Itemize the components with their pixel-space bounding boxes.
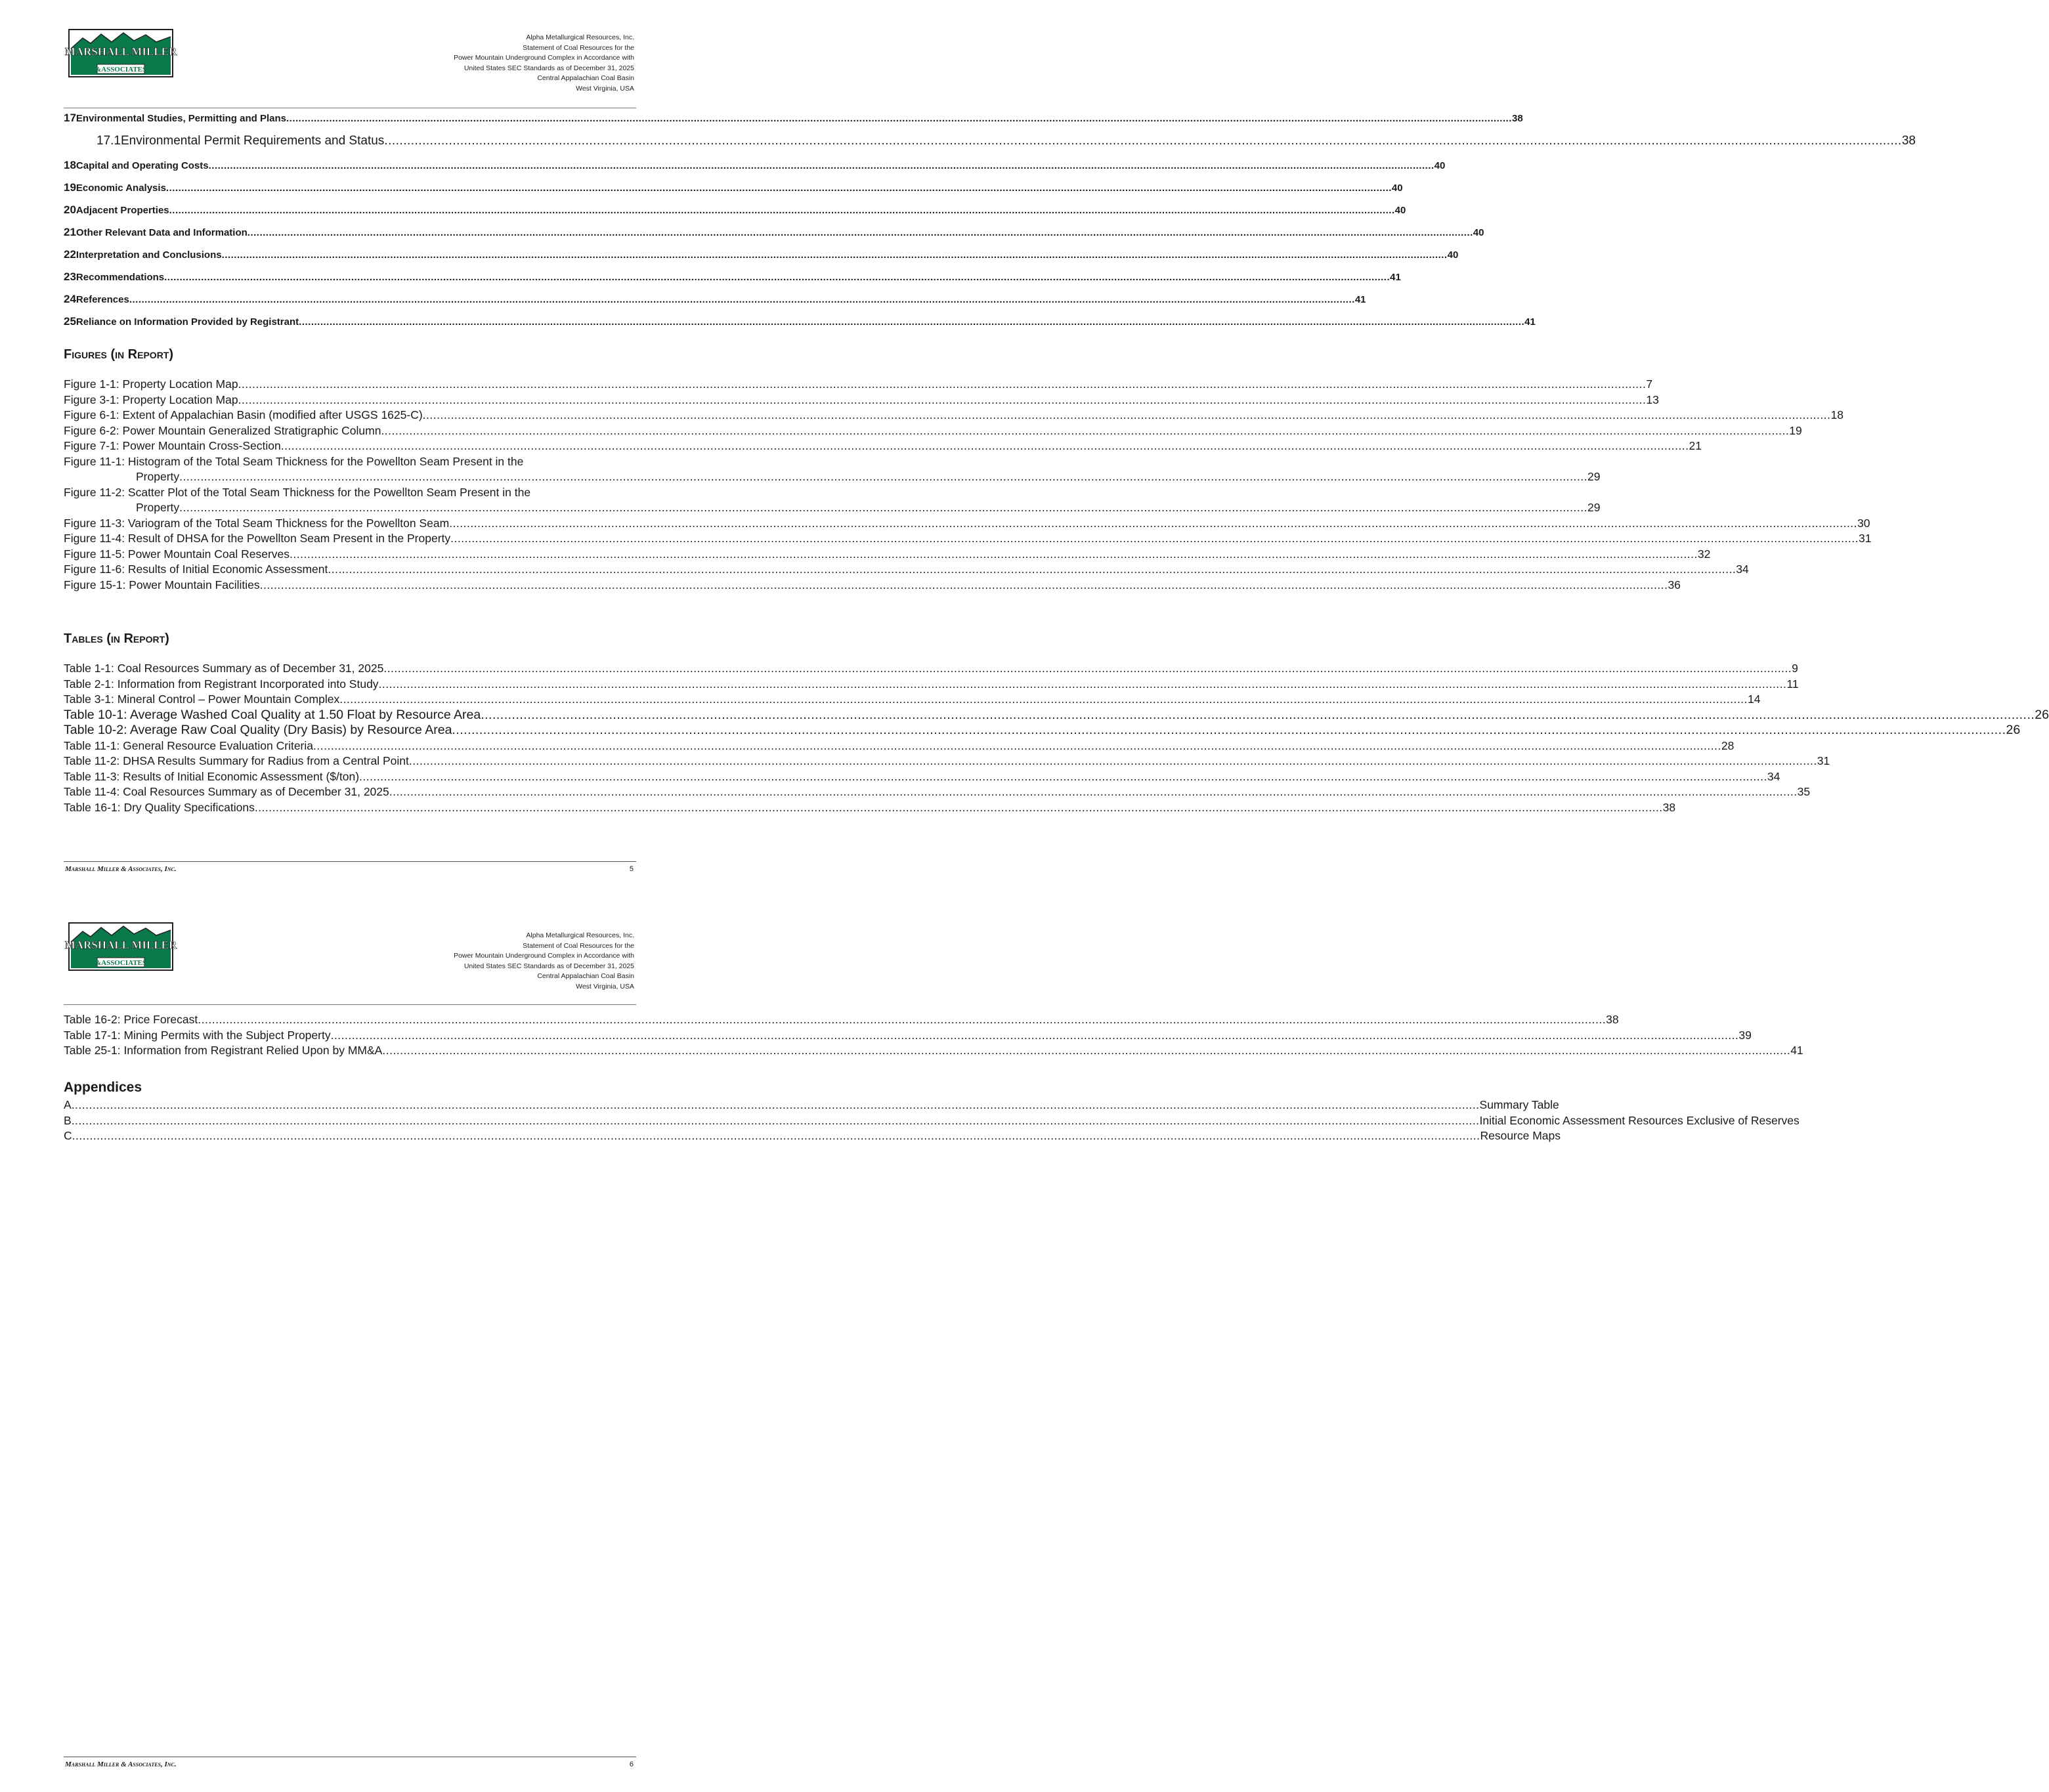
entry-page-number: 34	[1736, 563, 1749, 576]
list-entry[interactable]	[64, 754, 1830, 769]
document-page-6	[0, 899, 1803, 1792]
entry-page-number: 13	[1646, 393, 1659, 406]
entry-title: Figure 11-2: Scatter Plot of the Total Seam Thickness for the Powellton Seam Present in the	[64, 485, 531, 499]
header-line: Alpha Metallurgical Resources, Inc.	[526, 931, 634, 939]
toc-title: Economic Analysis	[75, 182, 166, 194]
entry-page-number: 21	[1689, 439, 1702, 452]
entry-title: Table 2-1: Information from Registrant Incorporated into Study	[64, 677, 379, 691]
entry-leader: ................................................................................................................................................................................................................................................................................................................................................................................................................	[280, 439, 1689, 452]
entry-page-number: 26	[2006, 723, 2021, 737]
entry-title: Table 25-1: Information from Registrant Relied Upon by MM&A	[64, 1044, 383, 1057]
toc-leader: ................................................................................................................................................................................................................................................................................................................................................................................................................	[384, 134, 1902, 148]
header-line: United States SEC Standards as of December 31, 2025	[464, 64, 634, 72]
entry-leader: ................................................................................................................................................................................................................................................................................................................................................................................................................	[71, 1098, 1480, 1111]
entry-page-number: 19	[1789, 423, 1802, 437]
toc-page-number: 40	[1447, 249, 1459, 261]
entry-leader: ................................................................................................................................................................................................................................................................................................................................................................................................................	[328, 563, 1736, 576]
entry-title: Figure 11-6: Results of Initial Economic Assessment	[64, 563, 328, 576]
toc-number: 22	[64, 248, 76, 261]
entry-leader: ................................................................................................................................................................................................................................................................................................................................................................................................................	[238, 393, 1647, 406]
appendices-section	[64, 1078, 1800, 1144]
entry-page-number: 35	[1797, 785, 1811, 798]
entry-leader: ................................................................................................................................................................................................................................................................................................................................................................................................................	[408, 754, 1817, 767]
toc-leader: ................................................................................................................................................................................................................................................................................................................................................................................................................	[129, 294, 1355, 305]
entry-leader: ................................................................................................................................................................................................................................................................................................................................................................................................................	[198, 1013, 1607, 1026]
appendix-entry[interactable]	[64, 1113, 1800, 1129]
toc-number: 21	[64, 226, 76, 238]
figures-section	[64, 343, 1872, 593]
toc-entry[interactable]	[64, 134, 1916, 159]
entry-title: Table 3-1: Mineral Control – Power Mountain Complex	[64, 693, 340, 706]
entry-leader: ................................................................................................................................................................................................................................................................................................................................................................................................................	[238, 377, 1647, 391]
toc-leader: ................................................................................................................................................................................................................................................................................................................................................................................................................	[221, 249, 1448, 261]
entry-leader: ................................................................................................................................................................................................................................................................................................................................................................................................................	[330, 1028, 1739, 1042]
list-entry[interactable]	[64, 408, 1844, 423]
entry-title: Figure 6-2: Power Mountain Generalized Stratigraphic Column	[64, 423, 381, 437]
entry-leader: ................................................................................................................................................................................................................................................................................................................................................................................................................	[259, 578, 1668, 591]
entry-leader: ................................................................................................................................................................................................................................................................................................................................................................................................................	[179, 470, 1587, 483]
entry-leader: ................................................................................................................................................................................................................................................................................................................................................................................................................	[290, 547, 1698, 561]
list-entry[interactable]	[64, 516, 1870, 532]
list-entry[interactable]	[64, 562, 1749, 578]
header-line: Power Mountain Underground Complex in Accordance with	[454, 952, 634, 960]
toc-entry[interactable]	[64, 248, 1459, 270]
entry-title: Figure 7-1: Power Mountain Cross-Section	[64, 439, 281, 452]
toc-page-number: 41	[1390, 272, 1401, 283]
entry-leader: ................................................................................................................................................................................................................................................................................................................................................................................................................	[452, 723, 2006, 737]
toc-number: 18	[64, 159, 76, 171]
toc-leader: ................................................................................................................................................................................................................................................................................................................................................................................................................	[165, 182, 1392, 194]
entry-leader: ................................................................................................................................................................................................................................................................................................................................................................................................................	[449, 516, 1858, 530]
list-entry[interactable]	[64, 723, 2021, 738]
toc-entry[interactable]	[64, 315, 1536, 337]
footer-rule	[64, 861, 636, 862]
entry-title-cont: Property	[136, 470, 180, 483]
entry-page-number: 39	[1738, 1028, 1752, 1042]
list-entry[interactable]	[64, 800, 1676, 816]
toc-number: 24	[64, 293, 76, 305]
logo-text-top: MARSHALL MILLER	[64, 45, 177, 58]
toc-title: References	[75, 294, 129, 305]
toc-page-number: 38	[1901, 134, 1916, 148]
toc-entry[interactable]	[64, 226, 1484, 248]
company-logo	[64, 29, 177, 77]
entry-leader: ................................................................................................................................................................................................................................................................................................................................................................................................................	[72, 1129, 1480, 1142]
entry-page-number: 31	[1817, 754, 1830, 767]
appendices-heading: Appendices	[64, 1080, 142, 1095]
list-entry[interactable]	[64, 438, 1702, 454]
list-entry[interactable]	[64, 738, 1735, 754]
entry-leader: ................................................................................................................................................................................................................................................................................................................................................................................................................	[359, 769, 1767, 783]
tables-section	[64, 627, 2049, 815]
appendices-list	[64, 1098, 1800, 1144]
toc-list	[64, 112, 1916, 337]
header-rule	[64, 1004, 636, 1005]
toc-leader: ................................................................................................................................................................................................................................................................................................................................................................................................................	[169, 205, 1395, 216]
header-line: United States SEC Standards as of December 31, 2025	[464, 962, 634, 970]
list-entry[interactable]	[64, 707, 2049, 723]
list-entry[interactable]	[64, 454, 1601, 485]
entry-page-number: 38	[1606, 1013, 1619, 1026]
entry-title: Figure 1-1: Property Location Map	[64, 377, 238, 391]
toc-entry[interactable]	[64, 203, 1406, 226]
entry-leader: ................................................................................................................................................................................................................................................................................................................................................................................................................	[382, 1044, 1791, 1057]
entry-title: Table 11-4: Coal Resources Summary as of December 31, 2025	[64, 785, 389, 798]
logo-text-bottom: &ASSOCIATES	[95, 959, 147, 967]
toc-leader: ................................................................................................................................................................................................................................................................................................................................................................................................................	[286, 113, 1512, 124]
entry-title: Figure 6-1: Extent of Appalachian Basin (modified after USGS 1625-C)	[64, 408, 423, 421]
entry-leader: ................................................................................................................................................................................................................................................................................................................................................................................................................	[71, 1113, 1480, 1127]
toc-page-number: 38	[1511, 113, 1523, 124]
entry-page-number: 34	[1767, 769, 1780, 783]
appendix-entry[interactable]	[64, 1128, 1561, 1144]
entry-title: Table 11-1: General Resource Evaluation Criteria	[64, 738, 314, 752]
appendix-letter: C	[64, 1129, 72, 1142]
list-entry[interactable]	[64, 1028, 1752, 1044]
toc-page-number: 41	[1354, 294, 1366, 305]
entry-title: Table 16-1: Dry Quality Specifications	[64, 800, 255, 814]
appendix-letter: A	[64, 1098, 72, 1111]
entry-leader: ................................................................................................................................................................................................................................................................................................................................................................................................................	[389, 785, 1798, 798]
entry-page-number: 41	[1790, 1044, 1803, 1057]
tables-list-continued	[64, 1012, 1803, 1059]
list-entry[interactable]	[64, 485, 1601, 516]
entry-title-cont: Property	[136, 501, 180, 514]
logo-text-top: MARSHALL MILLER	[64, 939, 177, 951]
entry-page-number: 7	[1646, 377, 1653, 391]
toc-leader: ................................................................................................................................................................................................................................................................................................................................................................................................................	[164, 272, 1391, 283]
toc-title: Recommendations	[75, 272, 165, 283]
toc-title: Capital and Operating Costs	[75, 160, 209, 171]
entry-title: Figure 15-1: Power Mountain Facilities	[64, 578, 260, 591]
toc-number: 19	[64, 181, 76, 194]
entry-page-number: 36	[1668, 578, 1681, 591]
appendix-title: Resource Maps	[1480, 1129, 1561, 1142]
toc-title: Reliance on Information Provided by Registrant	[75, 316, 299, 328]
toc-number: 17.1	[97, 134, 121, 148]
footer-company: Marshall Miller & Associates, Inc.	[65, 865, 177, 873]
toc-page-number: 40	[1434, 160, 1446, 171]
entry-page-number: 38	[1662, 800, 1676, 814]
entry-page-number: 9	[1792, 662, 1798, 675]
toc-title: Environmental Permit Requirements and Status	[120, 134, 385, 148]
toc-entry[interactable]	[64, 293, 1366, 315]
toc-entry[interactable]	[64, 159, 1446, 181]
toc-title: Adjacent Properties	[75, 205, 169, 216]
toc-page-number: 40	[1473, 227, 1484, 238]
list-entry[interactable]	[64, 393, 1659, 408]
header-line: Alpha Metallurgical Resources, Inc.	[526, 33, 634, 41]
entry-title: Table 11-3: Results of Initial Economic Assessment ($/ton)	[64, 769, 360, 783]
entry-leader: ................................................................................................................................................................................................................................................................................................................................................................................................................	[339, 693, 1748, 706]
entry-leader: ................................................................................................................................................................................................................................................................................................................................................................................................................	[378, 677, 1787, 691]
entry-page-number: 32	[1697, 547, 1711, 561]
entry-title: Figure 11-1: Histogram of the Total Seam Thickness for the Powellton Seam Present in the	[64, 454, 524, 468]
toc-entry[interactable]	[64, 181, 1403, 203]
list-entry[interactable]	[64, 1012, 1619, 1028]
entry-page-number: 26	[2035, 707, 2049, 722]
entry-title: Table 10-1: Average Washed Coal Quality at 1.50 Float by Resource Area	[64, 707, 481, 722]
entry-leader: ................................................................................................................................................................................................................................................................................................................................................................................................................	[381, 423, 1790, 437]
tables-list	[64, 661, 2049, 815]
report-header	[454, 931, 634, 992]
toc-entry[interactable]	[64, 270, 1401, 293]
entry-leader: ................................................................................................................................................................................................................................................................................................................................................................................................................	[383, 662, 1792, 675]
appendix-title: Initial Economic Assessment Resources Exclusive of Reserves	[1479, 1113, 1800, 1127]
entry-page-number: 28	[1721, 738, 1735, 752]
entry-leader: ................................................................................................................................................................................................................................................................................................................................................................................................................	[313, 738, 1721, 752]
company-logo	[64, 922, 177, 971]
toc-page-number: 40	[1394, 205, 1406, 216]
entry-title: Figure 3-1: Property Location Map	[64, 393, 238, 406]
entry-title: Figure 11-3: Variogram of the Total Seam Thickness for the Powellton Seam	[64, 516, 450, 530]
toc-title: Interpretation and Conclusions	[75, 249, 222, 261]
toc-number: 25	[64, 315, 76, 328]
toc-title: Other Relevant Data and Information	[75, 227, 248, 238]
page-number: 6	[629, 1760, 634, 1768]
entry-title: Table 16-2: Price Forecast	[64, 1013, 198, 1026]
list-entry[interactable]	[64, 547, 1711, 563]
header-line: Statement of Coal Resources for the	[523, 43, 634, 52]
toc-number: 17	[64, 112, 76, 124]
entry-leader: ................................................................................................................................................................................................................................................................................................................................................................................................................	[450, 532, 1859, 545]
list-entry[interactable]	[64, 531, 1872, 547]
tables-heading: Tables (in Report)	[64, 631, 169, 646]
logo-text-bottom: &ASSOCIATES	[95, 66, 147, 74]
entry-page-number: 29	[1587, 470, 1601, 483]
entry-page-number: 31	[1858, 532, 1872, 545]
toc-number: 23	[64, 270, 76, 283]
toc-page-number: 41	[1524, 316, 1536, 328]
list-entry[interactable]	[64, 661, 1798, 677]
entry-page-number: 11	[1786, 677, 1799, 691]
entry-leader: ................................................................................................................................................................................................................................................................................................................................................................................................................	[422, 408, 1831, 421]
toc-page-number: 40	[1391, 182, 1403, 194]
header-line: Power Mountain Underground Complex in Accordance with	[454, 54, 634, 62]
entry-page-number: 29	[1587, 501, 1601, 514]
entry-continuation	[64, 500, 1601, 516]
entry-leader: ................................................................................................................................................................................................................................................................................................................................................................................................................	[481, 707, 2035, 722]
entry-title: Table 11-2: DHSA Results Summary for Radius from a Central Point	[64, 754, 409, 767]
list-entry[interactable]	[64, 1043, 1803, 1059]
header-line: West Virginia, USA	[576, 982, 634, 991]
toc-leader: ................................................................................................................................................................................................................................................................................................................................................................................................................	[299, 316, 1525, 328]
page-number: 5	[629, 865, 634, 873]
entry-title: Table 17-1: Mining Permits with the Subject Property	[64, 1028, 331, 1042]
header-line: Central Appalachian Coal Basin	[537, 972, 634, 980]
entry-title: Figure 11-5: Power Mountain Coal Reserves	[64, 547, 290, 561]
footer-company: Marshall Miller & Associates, Inc.	[65, 1760, 177, 1768]
list-entry[interactable]	[64, 423, 1802, 439]
appendix-entry[interactable]	[64, 1098, 1559, 1113]
entry-title: Table 1-1: Coal Resources Summary as of December 31, 2025	[64, 662, 384, 675]
toc-leader: ................................................................................................................................................................................................................................................................................................................................................................................................................	[208, 160, 1434, 171]
list-entry[interactable]	[64, 677, 1799, 693]
toc-entry[interactable]	[64, 112, 1523, 134]
entry-page-number: 30	[1857, 516, 1870, 530]
header-line: Central Appalachian Coal Basin	[537, 74, 634, 82]
header-line: Statement of Coal Resources for the	[523, 941, 634, 950]
report-header	[454, 33, 634, 94]
list-entry[interactable]	[64, 769, 1780, 785]
appendix-title: Summary Table	[1479, 1098, 1559, 1111]
toc-number: 20	[64, 203, 76, 216]
entry-title: Figure 11-4: Result of DHSA for the Powellton Seam Present in the Property	[64, 532, 451, 545]
toc-title: Environmental Studies, Permitting and Plans	[75, 113, 286, 124]
list-entry[interactable]	[64, 692, 1761, 708]
entry-leader: ................................................................................................................................................................................................................................................................................................................................................................................................................	[179, 501, 1587, 514]
entry-page-number: 14	[1748, 693, 1761, 706]
toc-leader: ................................................................................................................................................................................................................................................................................................................................................................................................................	[247, 227, 1473, 238]
header-line: West Virginia, USA	[576, 84, 634, 93]
entry-title: Table 10-2: Average Raw Coal Quality (Dry Basis) by Resource Area	[64, 723, 452, 737]
figures-list	[64, 377, 1872, 593]
figures-heading: Figures (in Report)	[64, 347, 174, 362]
list-entry[interactable]	[64, 377, 1653, 393]
entry-page-number: 18	[1830, 408, 1844, 421]
entry-continuation	[64, 469, 1601, 485]
appendix-letter: B	[64, 1113, 72, 1127]
list-entry[interactable]	[64, 578, 1681, 593]
entry-leader: ................................................................................................................................................................................................................................................................................................................................................................................................................	[254, 800, 1663, 814]
list-entry[interactable]	[64, 784, 1811, 800]
